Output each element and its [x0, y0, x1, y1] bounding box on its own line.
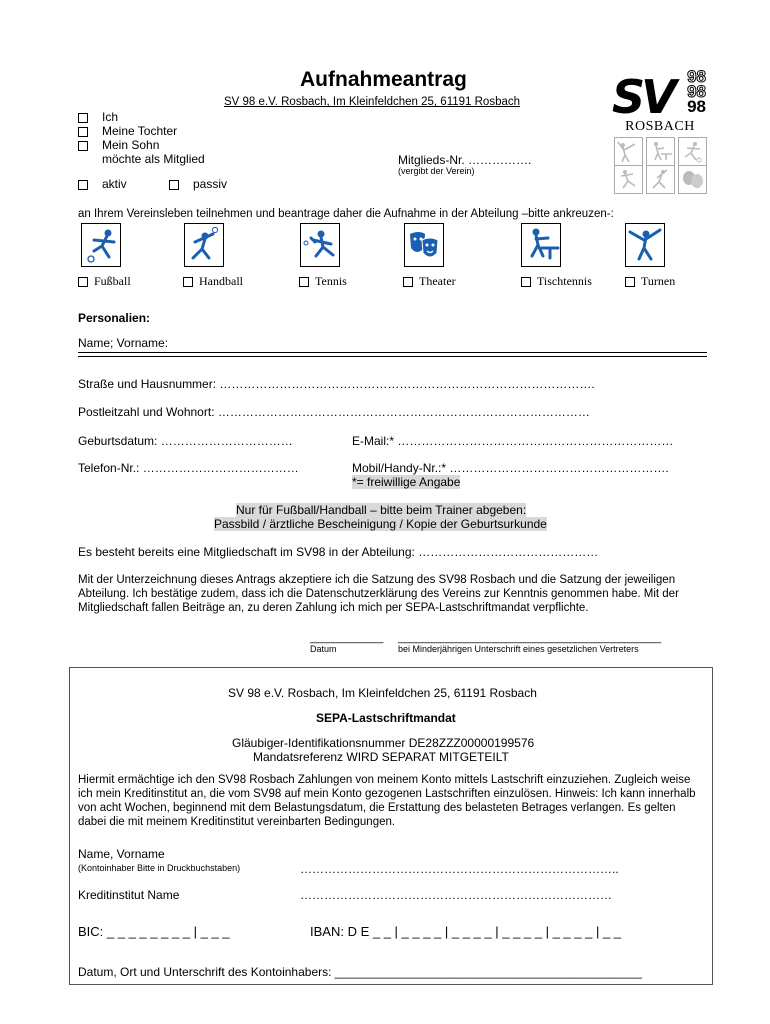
- checkbox-fussball[interactable]: [78, 277, 88, 287]
- date-label: Datum: [310, 644, 337, 654]
- logo-theater-icon: [678, 165, 707, 194]
- account-signature[interactable]: Datum, Ort und Unterschrift des Kontoinhabers: ______________________________________________: [78, 965, 642, 979]
- consent-text: Mit der Unterzeichnung dieses Antrags akzeptiere ich die Satzung des SV98 Rosbach und die Satzung der jeweiligen Abteilung. Ich bestätige zudem, dass ich die Datenschutzerklärung des Vereins zur Kenntnis genommen habe. Mit der Mitgliedschaft fallen Beiträge an, zu deren Zahlung ich mich per SEPA-Lastschriftmandat verpflichte.: [78, 574, 679, 614]
- logo-football-icon: [678, 137, 707, 166]
- option-tochter-label: Meine Tochter: [102, 124, 178, 138]
- bic-field[interactable]: BIC: _ _ _ _ _ _ _ _ | _ _ _: [78, 924, 230, 939]
- dept-turnen-label: Turnen: [641, 274, 676, 288]
- logo-fencing-icon: [614, 137, 643, 166]
- logo-98-mid: 98: [687, 82, 706, 101]
- dept-theater-label: Theater: [419, 274, 456, 288]
- dept-turnen[interactable]: [625, 274, 675, 289]
- sepa-mandate: Mandatsreferenz WIRD SEPARAT MITGETEILT: [253, 750, 509, 764]
- option-ich[interactable]: [78, 110, 118, 124]
- intro-text: an Ihrem Vereinsleben teilnehmen und beantrage daher die Aufnahme in der Abteilung –bitte ankreuzen-:: [78, 208, 614, 220]
- dept-handball-label: Handball: [199, 274, 243, 288]
- gymnast-icon: [625, 223, 665, 267]
- notice-line-1: Nur für Fußball/Handball – bitte beim Trainer abgeben:: [236, 503, 527, 517]
- option-ich-label: Ich: [102, 110, 119, 124]
- member-no-note: (vergibt der Verein): [398, 166, 475, 176]
- account-name-label: Name, Vorname: [78, 847, 165, 861]
- checkbox-turnen[interactable]: [625, 277, 635, 287]
- account-name-note: (Kontoinhaber Bitte in Druckbuchstaben): [78, 863, 241, 873]
- dept-fussball-label: Fußball: [94, 274, 131, 288]
- logo-tabletennis-icon: [646, 137, 675, 166]
- dept-tischtennis[interactable]: [521, 274, 592, 289]
- date-line[interactable]: ____________: [310, 632, 384, 644]
- name-line-1[interactable]: [78, 352, 707, 353]
- optional-note: *= freiwillige Angabe: [352, 475, 461, 489]
- email-field[interactable]: E-Mail:* ……………………………………………………………: [352, 434, 674, 448]
- handball-icon: [184, 223, 224, 267]
- member-no-field[interactable]: Mitglieds-Nr. …………….: [398, 153, 532, 167]
- mobile-field[interactable]: Mobil/Handy-Nr.:* ……………………………………………….: [352, 461, 669, 475]
- phone-field[interactable]: Telefon-Nr.: …………………………………: [78, 461, 299, 475]
- account-name-field[interactable]: ……………………………………………………………………..: [300, 862, 619, 876]
- logo-98-bottom: 98: [687, 97, 706, 116]
- football-icon: [81, 223, 121, 267]
- option-sohn[interactable]: [78, 138, 159, 152]
- tabletennis-icon: [521, 223, 561, 267]
- option-passiv[interactable]: [169, 177, 227, 191]
- personal-heading: Personalien:: [78, 311, 151, 325]
- signature-label: bei Minderjährigen Unterschrift eines gesetzlichen Vertreters: [398, 644, 639, 654]
- sepa-creditor: Gläubiger-Identifikationsnummer DE28ZZZ00000199576: [232, 736, 535, 750]
- logo-sv: SV: [612, 70, 673, 124]
- dept-theater[interactable]: [403, 274, 456, 289]
- tennis-icon: [300, 223, 340, 267]
- zip-field[interactable]: Postleitzahl und Wohnort: …………………………………………………………………………………: [78, 405, 590, 419]
- notice-line-2: Passbild / ärztliche Bescheinigung / Kopie der Geburtsurkunde: [214, 517, 547, 531]
- dept-handball[interactable]: [183, 274, 243, 289]
- bank-field[interactable]: ……………………………………………………………………: [300, 888, 612, 902]
- dept-tennis-label: Tennis: [315, 274, 347, 288]
- checkbox-sohn[interactable]: [78, 141, 88, 151]
- checkbox-passiv[interactable]: [169, 180, 179, 190]
- checkbox-theater[interactable]: [403, 277, 413, 287]
- sepa-title: SEPA-Lastschriftmandat: [316, 711, 456, 725]
- checkbox-ich[interactable]: [78, 113, 88, 123]
- name-line-2[interactable]: [78, 356, 707, 357]
- birth-field[interactable]: Geburtsdatum: ……………………………: [78, 434, 293, 448]
- logo-98-top: 98: [687, 67, 706, 86]
- logo-handball-icon: [614, 165, 643, 194]
- option-aktiv[interactable]: [78, 177, 127, 191]
- logo-gymnast-icon: [646, 165, 675, 194]
- wish-text: möchte als Mitglied: [102, 152, 205, 166]
- sepa-text: Hiermit ermächtige ich den SV98 Rosbach Zahlungen von meinem Konto mittels Lastschrift einzuziehen. Zugleich weise ich mein Kreditinstitut an, die vom SV98 auf mein Konto gezogenen Lastschriften einzulösen. Hinweis: Ich kann innerhalb von acht Wochen, beginnend mit dem Belastungsdatum, die Erstattung des belasteten Betrages verlangen. Es gelten dabei die mit meinem Kreditinstitut vereinbarten Bedingungen.: [78, 774, 696, 828]
- logo-rosbach: ROSBACH: [625, 119, 695, 134]
- option-sohn-label: Mein Sohn: [102, 138, 160, 152]
- dept-fussball[interactable]: [78, 274, 131, 289]
- signature-line[interactable]: ___________________________________________: [398, 632, 662, 644]
- dept-tennis[interactable]: [299, 274, 347, 289]
- sepa-address: SV 98 e.V. Rosbach, Im Kleinfeldchen 25, 61191 Rosbach: [228, 686, 537, 700]
- checkbox-tochter[interactable]: [78, 127, 88, 137]
- theater-icon: [404, 223, 444, 267]
- existing-membership[interactable]: Es besteht bereits eine Mitgliedschaft im SV98 in der Abteilung: ………………………………………: [78, 545, 599, 559]
- dept-tischtennis-label: Tischtennis: [537, 274, 592, 288]
- checkbox-aktiv[interactable]: [78, 180, 88, 190]
- checkbox-handball[interactable]: [183, 277, 193, 287]
- iban-field[interactable]: IBAN: D E _ _ | _ _ _ _ | _ _ _ _ | _ _ _ _ | _ _ _ _ | _ _: [310, 924, 622, 939]
- bank-label: Kreditinstitut Name: [78, 888, 180, 902]
- checkbox-tennis[interactable]: [299, 277, 309, 287]
- club-logo: [612, 67, 708, 192]
- page-title: Aufnahmeantrag: [300, 68, 467, 91]
- street-field[interactable]: Straße und Hausnummer: ………………………………………………………………………………….: [78, 377, 595, 391]
- option-tochter[interactable]: [78, 124, 177, 138]
- checkbox-tischtennis[interactable]: [521, 277, 531, 287]
- option-passiv-label: passiv: [193, 177, 228, 191]
- option-aktiv-label: aktiv: [102, 177, 127, 191]
- name-label: Name; Vorname:: [78, 336, 169, 350]
- header-address: SV 98 e.V. Rosbach, Im Kleinfeldchen 25, 61191 Rosbach: [224, 96, 521, 108]
